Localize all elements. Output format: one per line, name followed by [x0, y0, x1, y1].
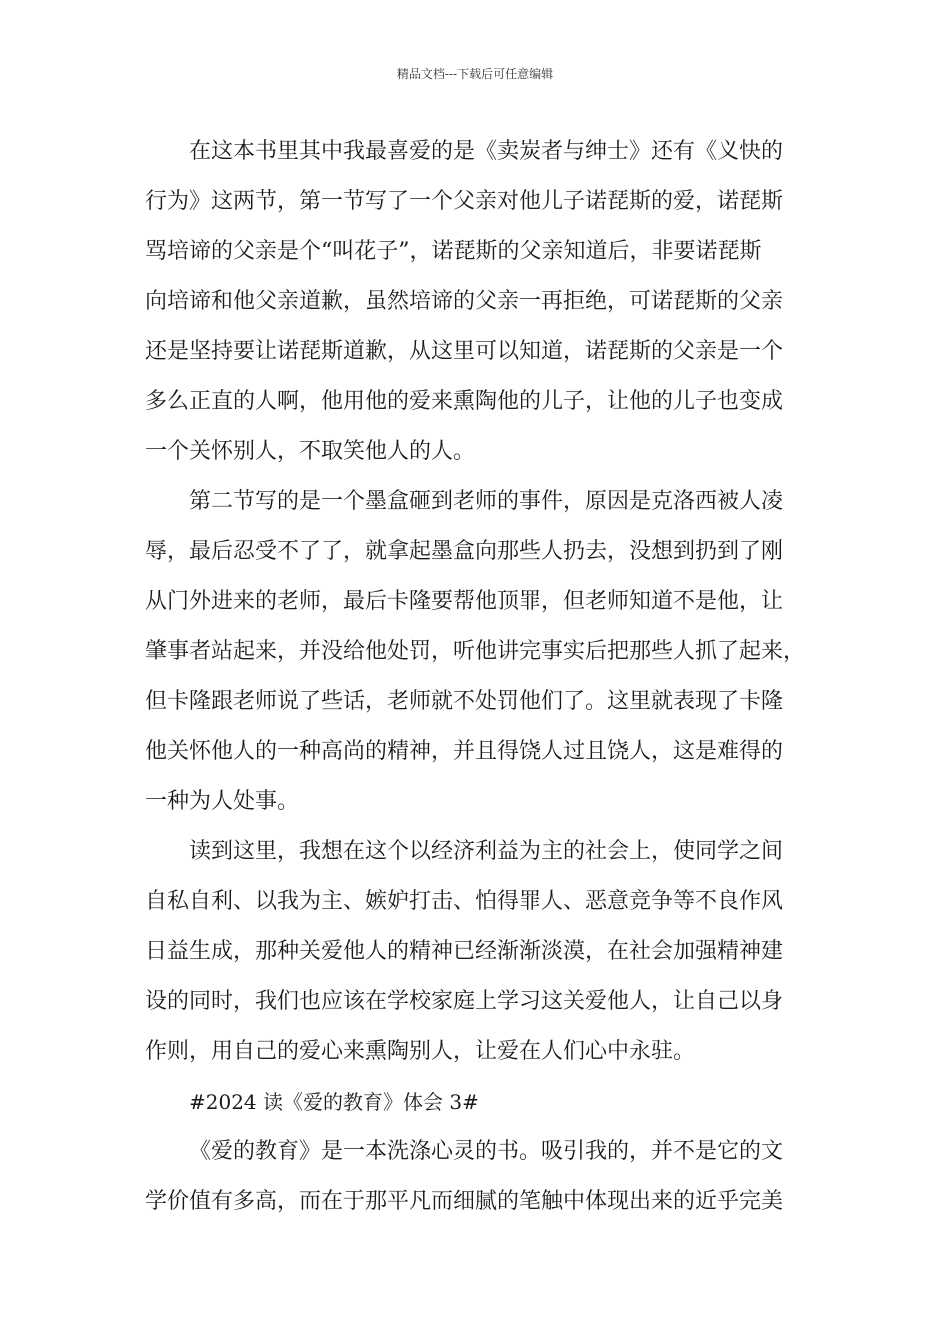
- page-header: 精品文档---下载后可任意编辑: [396, 67, 554, 81]
- paragraph-line: 《爱的教育》是一本洗涤心灵的书。吸引我的，并不是它的文: [189, 1139, 784, 1164]
- document-body: [145, 127, 825, 1227]
- paragraph-line: 学价值有多高，而在于那平凡而细腻的笔触中体现出来的近乎完美: [145, 1189, 784, 1214]
- paragraph-4: [145, 1127, 825, 1227]
- paragraph-3: [145, 827, 825, 1077]
- paragraph-line: 骂培谛的父亲是个“叫花子”，诺琵斯的父亲知道后，非要诺琵斯: [145, 239, 762, 264]
- paragraph-line: 在这本书里其中我最喜爱的是《卖炭者与绅士》还有《义快的: [189, 139, 784, 164]
- paragraph-line: 设的同时，我们也应该在学校家庭上学习这关爱他人，让自己以身: [145, 989, 784, 1014]
- paragraph-2: [145, 477, 825, 827]
- section-heading: [145, 1077, 825, 1127]
- paragraph-line: 读到这里，我想在这个以经济利益为主的社会上，使同学之间: [189, 839, 784, 864]
- paragraph-line: 日益生成，那种关爱他人的精神已经渐渐淡漠，在社会加强精神建: [145, 939, 784, 964]
- paragraph-line: 行为》这两节，第一节写了一个父亲对他儿子诺琵斯的爱，诺琵斯: [145, 189, 784, 214]
- paragraph-line: 多么正直的人啊，他用他的爱来熏陶他的儿子，让他的儿子也变成: [145, 389, 784, 414]
- paragraph-line: 但卡隆跟老师说了些话，老师就不处罚他们了。这里就表现了卡隆: [145, 689, 784, 714]
- paragraph-line: 一种为人处事。: [145, 789, 300, 814]
- paragraph-1: [145, 127, 825, 477]
- paragraph-line: 一个关怀别人，不取笑他人的人。: [145, 439, 476, 464]
- paragraph-line: 作则，用自己的爱心来熏陶别人，让爱在人们心中永驻。: [145, 1039, 696, 1064]
- paragraph-line: 肇事者站起来，并没给他处罚，听他讲完事实后把那些人抓了起来，: [145, 639, 806, 664]
- paragraph-line: 辱，最后忍受不了了，就拿起墨盒向那些人扔去，没想到扔到了刚: [145, 539, 784, 564]
- paragraph-line: 自私自利、以我为主、嫉妒打击、怕得罪人、恶意竞争等不良作风: [145, 889, 784, 914]
- paragraph-line: 第二节写的是一个墨盒砸到老师的事件，原因是克洛西被人凌: [189, 489, 784, 514]
- paragraph-line: 从门外进来的老师，最后卡隆要帮他顶罪，但老师知道不是他，让: [145, 589, 784, 614]
- paragraph-line: 还是坚持要让诺琵斯道歉，从这里可以知道，诺琵斯的父亲是一个: [145, 339, 784, 364]
- paragraph-line: 向培谛和他父亲道歉，虽然培谛的父亲一再拒绝，可诺琵斯的父亲: [145, 289, 784, 314]
- paragraph-line: 他关怀他人的一种高尚的精神，并且得饶人过且饶人，这是难得的: [145, 739, 784, 764]
- section-heading-text: #2024 读《爱的教育》体会 3#: [189, 1090, 479, 1114]
